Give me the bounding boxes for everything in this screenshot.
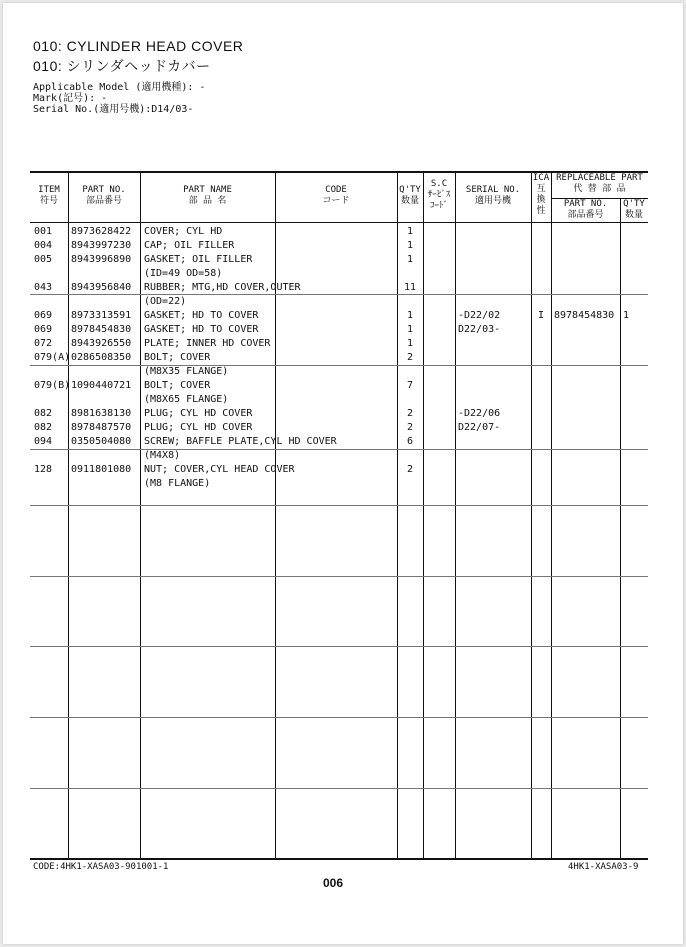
- row-part-spec: (M8X65 FLANGE): [144, 394, 229, 405]
- column-header-ica: 互: [536, 184, 546, 194]
- row-part-number: 8978454830: [71, 324, 132, 335]
- row-serial-number: -D22/02: [458, 310, 501, 321]
- row-serial-number: -D22/06: [458, 408, 501, 419]
- column-divider: [531, 171, 532, 858]
- row-part-spec: (M8X35 FLANGE): [144, 366, 229, 377]
- column-header-replaceable-part-no: 部品番号: [567, 210, 604, 220]
- row-part-number: 8943956840: [71, 282, 132, 293]
- row-part-spec: (ID=49 OD=58): [144, 268, 223, 279]
- row-part-name: GASKET; OIL FILLER: [144, 254, 253, 265]
- column-header-serial-no: SERIAL NO.: [465, 185, 521, 195]
- row-part-number: 8943926550: [71, 338, 132, 349]
- mark-field: Mark(記号): -: [33, 93, 108, 104]
- column-header-replaceable-qty: 数量: [624, 210, 643, 220]
- column-divider: [275, 171, 276, 858]
- row-part-number: 8978487570: [71, 422, 132, 433]
- column-header-code: コード: [322, 196, 350, 206]
- serial-field: Serial No.(適用号機):D14/03-: [33, 104, 194, 115]
- column-divider: [423, 171, 424, 858]
- row-replaceable-part-number: 8978454830: [554, 310, 615, 321]
- row-replaceable-quantity: 1: [623, 310, 630, 321]
- row-part-number: 0350504080: [71, 436, 132, 447]
- column-header-service-code: ｺｰﾄﾞ: [429, 201, 448, 211]
- column-header-qty: Q'TY: [399, 185, 421, 195]
- blank-row-separator: [30, 788, 648, 789]
- column-divider: [140, 171, 141, 858]
- column-header-replaceable-part: REPLACEABLE PART: [556, 173, 643, 183]
- column-header-serial-no: 適用号機: [474, 196, 511, 206]
- column-divider: [397, 171, 398, 858]
- row-part-name: BOLT; COVER: [144, 380, 211, 391]
- column-header-replaceable-part: 代 替 部 品: [573, 184, 626, 194]
- row-item-number: 043: [34, 282, 53, 293]
- row-quantity: 6: [406, 436, 414, 447]
- column-divider: [551, 171, 552, 858]
- row-quantity: 2: [406, 408, 414, 419]
- row-quantity: 11: [403, 282, 417, 293]
- column-divider: [620, 198, 621, 858]
- row-part-number: 8943996890: [71, 254, 132, 265]
- row-group-separator: [30, 449, 648, 450]
- row-part-number: 8981638130: [71, 408, 132, 419]
- row-quantity: 2: [406, 464, 414, 475]
- applicable-model: Applicable Model (適用機種): -: [33, 82, 206, 93]
- table-header-bottom-border: [30, 222, 648, 223]
- row-quantity: 2: [406, 352, 414, 363]
- column-header-item: ITEM: [38, 185, 60, 195]
- column-header-replaceable-part-no: PART NO.: [563, 199, 608, 209]
- row-part-number: 0911801080: [71, 464, 132, 475]
- row-part-name: BOLT; COVER: [144, 352, 211, 363]
- row-part-number: 0286508350: [71, 352, 132, 363]
- column-header-ica: ICA: [532, 173, 550, 183]
- row-item-number: 004: [34, 240, 53, 251]
- row-serial-number: D22/03-: [458, 324, 501, 335]
- page-title: 010: CYLINDER HEAD COVER: [33, 38, 244, 54]
- page-title-japanese: 010: シリンダヘッドカバー: [33, 58, 211, 74]
- row-group-separator: [30, 365, 648, 366]
- column-header-part-no: PART NO.: [82, 185, 126, 195]
- blank-row-separator: [30, 717, 648, 718]
- row-quantity: 1: [406, 254, 414, 265]
- row-item-number: 128: [34, 464, 53, 475]
- row-item-number: 082: [34, 422, 53, 433]
- column-header-qty: 数量: [400, 196, 419, 206]
- row-part-spec: (OD=22): [144, 296, 187, 307]
- column-header-part-name: PART NAME: [183, 185, 232, 195]
- row-item-number: 001: [34, 226, 53, 237]
- row-part-name: COVER; CYL HD: [144, 226, 223, 237]
- row-item-number: 069: [34, 324, 53, 335]
- column-header-service-code: S.C: [430, 179, 448, 189]
- row-item-number: 079(B): [34, 380, 71, 391]
- row-quantity: 1: [406, 338, 414, 349]
- row-quantity: 1: [406, 324, 414, 335]
- row-part-name: NUT; COVER,CYL HEAD COVER: [144, 464, 295, 475]
- row-part-number: 1090440721: [71, 380, 132, 391]
- blank-row-separator: [30, 646, 648, 647]
- footer-reference: 4HK1-XASA03-9: [568, 862, 639, 872]
- row-part-name: SCREW; BAFFLE PLATE,CYL HD COVER: [144, 436, 337, 447]
- table-bottom-border: [30, 858, 648, 860]
- row-part-name: PLUG; CYL HD COVER: [144, 422, 253, 433]
- row-part-number: 8973628422: [71, 226, 132, 237]
- row-item-number: 082: [34, 408, 53, 419]
- row-quantity: 7: [406, 380, 414, 391]
- footer-code: CODE:4HK1-XASA03-901001-1: [33, 862, 169, 872]
- blank-row-separator: [30, 505, 648, 506]
- row-quantity: 1: [406, 310, 414, 321]
- column-header-service-code: ｻｰﾋﾞｽ: [427, 190, 451, 200]
- blank-row-separator: [30, 576, 648, 577]
- row-quantity: 1: [406, 226, 414, 237]
- row-quantity: 2: [406, 422, 414, 433]
- column-divider: [68, 171, 69, 858]
- page-number: 006: [323, 876, 344, 890]
- row-part-name: RUBBER; MTG,HD COVER,OUTER: [144, 282, 301, 293]
- row-part-name: PLATE; INNER HD COVER: [144, 338, 271, 349]
- row-part-name: GASKET; HD TO COVER: [144, 324, 259, 335]
- document-page: [3, 3, 683, 944]
- column-header-item: 符号: [39, 196, 58, 206]
- column-divider: [455, 171, 456, 858]
- row-quantity: 1: [406, 240, 414, 251]
- row-item-number: 069: [34, 310, 53, 321]
- row-item-number: 005: [34, 254, 53, 265]
- column-header-ica: 換: [536, 195, 546, 205]
- column-header-ica: 性: [536, 206, 546, 216]
- row-part-spec: (M8 FLANGE): [144, 478, 211, 489]
- column-header-replaceable-qty: Q'TY: [623, 199, 645, 209]
- row-part-number: 8943997230: [71, 240, 132, 251]
- column-header-part-no: 部品番号: [85, 196, 122, 206]
- row-serial-number: D22/07-: [458, 422, 501, 433]
- row-part-number: 8973313591: [71, 310, 132, 321]
- row-part-spec: (M4X8): [144, 450, 181, 461]
- row-part-name: CAP; OIL FILLER: [144, 240, 235, 251]
- row-item-number: 072: [34, 338, 53, 349]
- column-header-code: CODE: [325, 185, 347, 195]
- row-interchangeability: I: [537, 310, 545, 321]
- column-header-part-name: 部 品 名: [188, 196, 227, 206]
- row-item-number: 079(A): [34, 352, 71, 363]
- row-part-name: GASKET; HD TO COVER: [144, 310, 259, 321]
- row-part-name: PLUG; CYL HD COVER: [144, 408, 253, 419]
- row-item-number: 094: [34, 436, 53, 447]
